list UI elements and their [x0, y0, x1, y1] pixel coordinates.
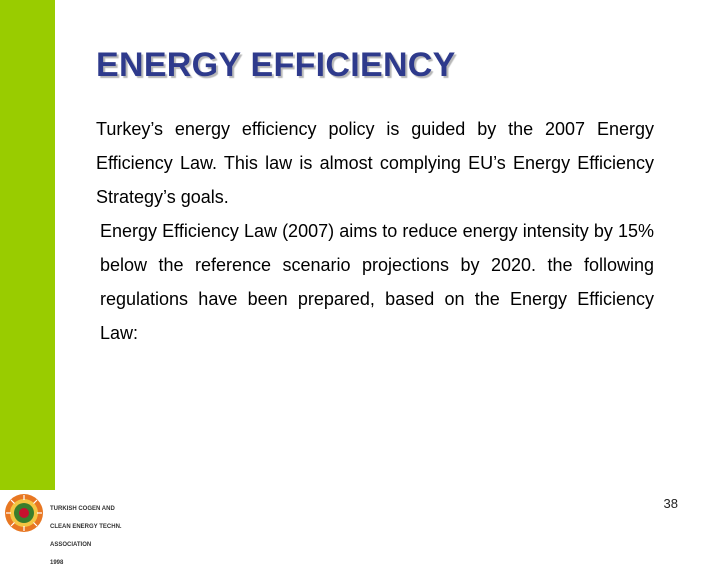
- organization-line: CLEAN ENERGY TECHN.: [50, 524, 122, 530]
- accent-side-bar: [0, 0, 55, 490]
- body-paragraph-1: Turkey’s energy efficiency policy is guided by the 2007 Energy Efficiency Law. This law is almost complying EU’s Energy Efficiency Strategy’s goals.: [96, 119, 654, 207]
- body-paragraph-2: Energy Efficiency Law (2007) aims to reduce energy intensity by 15% below the reference scenario projections by 2020. the following regulations have been prepared, based on the Energy Efficiency Law:: [100, 221, 654, 343]
- organization-line: ASSOCIATION: [50, 542, 92, 548]
- organization-name: [50, 496, 122, 577]
- slide-title: ENERGY EFFICIENCY: [96, 46, 456, 84]
- cogen-association-logo-icon: [4, 493, 44, 533]
- page-number: 38: [663, 496, 678, 511]
- slide-body: [96, 112, 654, 350]
- organization-line: 1998: [50, 560, 64, 566]
- organization-line: TURKISH COGEN AND: [50, 506, 115, 512]
